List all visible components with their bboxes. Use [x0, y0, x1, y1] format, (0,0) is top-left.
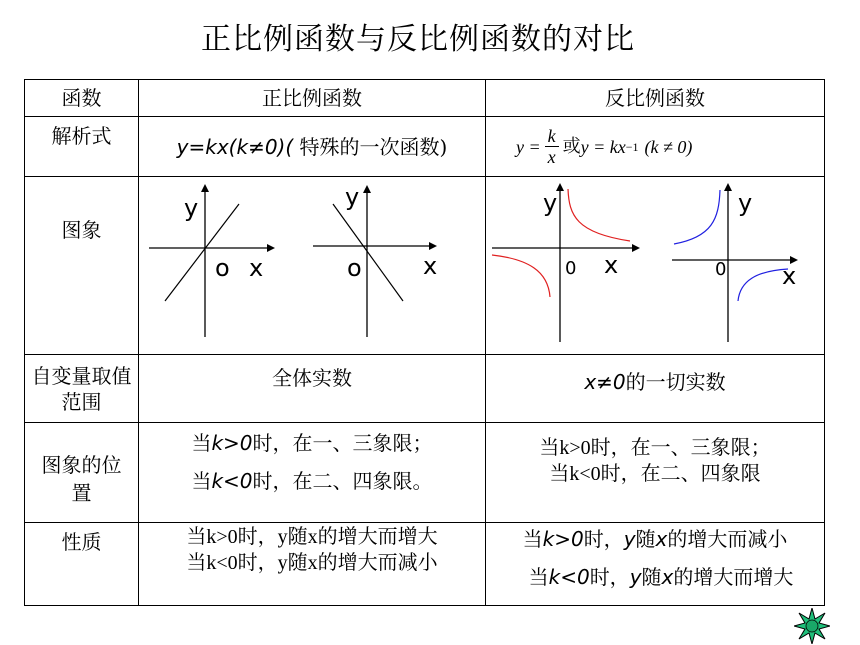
var-y: y	[623, 527, 636, 551]
property-row	[25, 523, 825, 606]
y-axis-arrow-icon	[363, 185, 371, 193]
position-label	[25, 423, 139, 523]
property-text: 的增大而增大	[673, 565, 794, 589]
text-shi: 时，	[583, 527, 624, 551]
direct-formula: y=kx(k≠0)(	[176, 135, 294, 159]
property-text: 的增大而减小	[667, 527, 788, 551]
formula-label: 解析式	[25, 117, 139, 177]
hyperbola-branch-q1	[568, 189, 630, 241]
text-dang: 当	[528, 565, 549, 589]
y-label: y	[184, 194, 199, 222]
property-inverse-neg	[486, 553, 824, 589]
text-shi: 时，	[589, 565, 630, 589]
header-direct: 正比例函数	[139, 80, 486, 117]
header-row	[25, 80, 825, 117]
page-title: 正比例函数与反比例函数的对比	[201, 22, 635, 57]
position-inverse-neg: 当k<0时，在二、四象限	[549, 463, 761, 485]
position-text: 时，在一、三象限；	[252, 431, 433, 455]
comparison-table	[24, 79, 825, 606]
x-label: x	[604, 251, 619, 279]
graph-label: 图象	[25, 177, 139, 355]
var-x: x	[655, 527, 668, 551]
formula-direct	[139, 117, 486, 177]
graph-inverse-cell	[486, 177, 825, 355]
domain-row	[25, 355, 825, 423]
x-label: x	[423, 252, 438, 280]
hyperbola-branch-q2	[674, 190, 720, 244]
fraction-numerator: k	[547, 126, 556, 146]
line-positive-k	[165, 204, 239, 301]
position-direct-pos	[139, 423, 485, 457]
inverse-lhs: y =	[516, 136, 541, 157]
y-label: y	[345, 183, 360, 211]
domain-label	[25, 355, 139, 423]
position-row	[25, 423, 825, 523]
origin-label: o	[347, 254, 362, 282]
y-label: y	[738, 189, 753, 217]
header-function: 函数	[25, 80, 139, 117]
inverse-graphs	[486, 177, 825, 355]
var-y: y	[629, 565, 642, 589]
property-inverse	[486, 523, 825, 606]
property-direct-neg: 当k<0时，y随x的增大而减小	[186, 552, 438, 574]
y-axis-arrow-icon	[201, 184, 209, 192]
property-label: 性质	[25, 523, 139, 606]
hyperbola-branch-q4	[738, 269, 788, 301]
star-burst-icon[interactable]	[794, 608, 830, 644]
position-direct	[139, 423, 486, 523]
text-dang: 当	[191, 469, 212, 493]
x-axis-arrow-icon	[429, 242, 437, 250]
line-negative-k	[333, 204, 403, 301]
fraction-denominator: x	[545, 146, 559, 167]
position-direct-neg	[139, 457, 485, 495]
inverse-fraction	[545, 126, 559, 167]
inverse-or: 或	[562, 135, 581, 157]
origin-label: 0	[565, 258, 577, 279]
inverse-exponent: −1	[625, 139, 639, 154]
x-label: x	[782, 262, 797, 290]
var-x: x	[661, 565, 674, 589]
domain-inverse-condition: x≠0	[584, 370, 626, 394]
condition-k-positive: k>0	[211, 431, 253, 455]
position-inverse-pos: 当k>0时，在一、三象限；	[539, 437, 771, 459]
condition-k-negative: k<0	[548, 565, 590, 589]
graph-direct-cell	[139, 177, 486, 355]
text-sui: 随	[635, 527, 656, 551]
domain-inverse	[486, 355, 825, 423]
direct-graph-positive	[149, 184, 275, 337]
star-burst-center	[806, 620, 818, 632]
direct-graphs	[139, 177, 486, 355]
text-dang: 当	[522, 527, 543, 551]
origin-label: o	[215, 254, 230, 282]
position-text: 时，在二、四象限。	[252, 469, 433, 493]
domain-inverse-suffix: 的一切实数	[625, 370, 726, 394]
domain-direct: 全体实数	[139, 355, 486, 423]
x-axis-arrow-icon	[632, 244, 640, 252]
condition-k-positive: k>0	[542, 527, 584, 551]
property-direct-pos: 当k>0时，y随x的增大而增大	[186, 526, 438, 548]
inverse-condition: (k ≠ 0)	[644, 136, 693, 157]
inverse-rhs: y = kx	[580, 136, 626, 157]
inverse-graph-negative	[672, 183, 798, 342]
formula-row	[25, 117, 825, 177]
property-direct	[139, 523, 486, 606]
origin-label: 0	[715, 259, 727, 280]
x-label: x	[249, 254, 264, 282]
domain-label-text: 自变量取值范围	[31, 363, 132, 414]
formula-inverse	[486, 117, 825, 177]
inverse-graph-positive	[492, 183, 640, 342]
x-axis-arrow-icon	[267, 244, 275, 252]
y-label: y	[543, 189, 558, 217]
text-dang: 当	[191, 431, 212, 455]
hyperbola-branch-q3	[492, 255, 550, 297]
text-sui: 随	[641, 565, 662, 589]
condition-k-negative: k<0	[211, 469, 253, 493]
y-axis-arrow-icon	[724, 183, 732, 191]
property-inverse-pos	[486, 523, 824, 553]
position-label-text: 图象的位置	[41, 452, 122, 505]
header-inverse: 反比例函数	[486, 80, 825, 117]
direct-formula-note: 特殊的一次函数)	[299, 135, 448, 159]
direct-graph-negative	[313, 183, 437, 337]
graph-row	[25, 177, 825, 355]
position-inverse	[486, 423, 825, 523]
